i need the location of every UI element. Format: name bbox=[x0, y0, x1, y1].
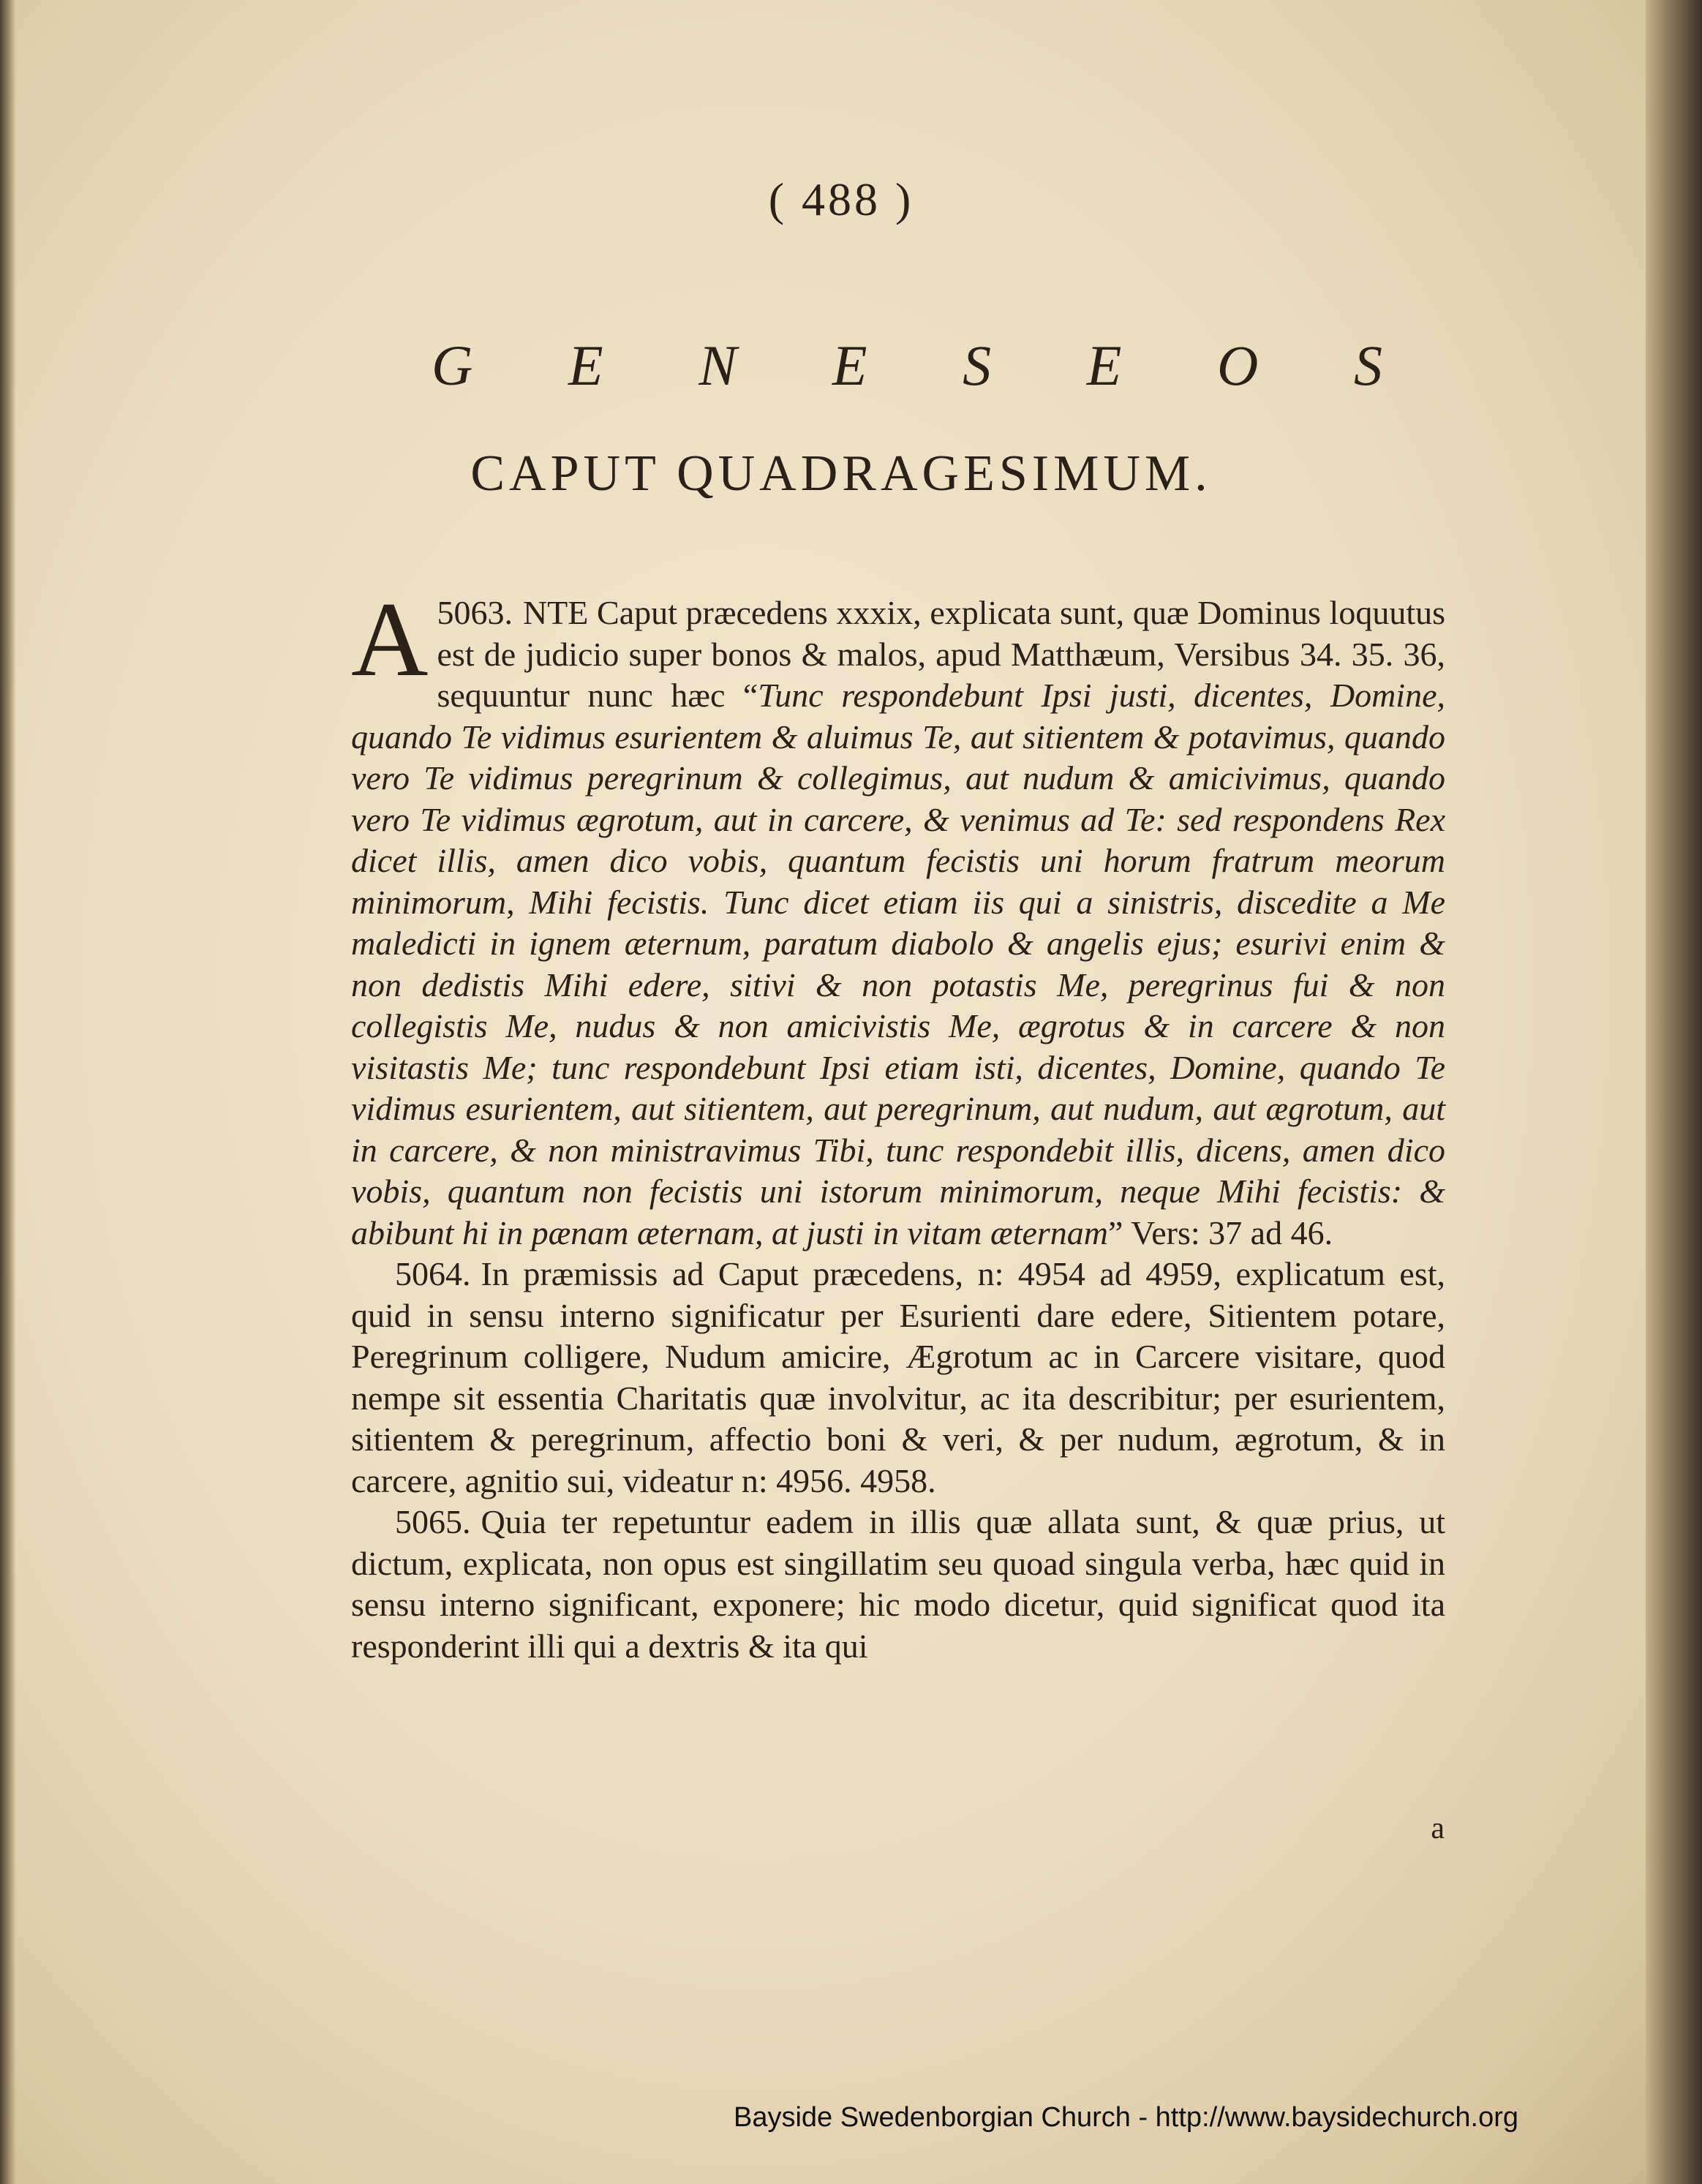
title-letter: S bbox=[1353, 334, 1382, 397]
paragraph-text: NTE Caput præcedens xxxix, explicata sunt, quæ Dominus loquutus est de judicio super bonos & malos, apud Matthæum, Versibus 34. 35. 36, sequuntur nunc hæc “ bbox=[437, 594, 1445, 714]
paragraph-number: 5065. bbox=[395, 1503, 471, 1540]
title-letter: E bbox=[1086, 334, 1122, 397]
paragraph-number: 5064. bbox=[395, 1255, 471, 1292]
title-letter: E bbox=[832, 334, 867, 397]
paragraph-5064 bbox=[351, 1254, 1445, 1502]
paragraph-text: In præmissis ad Caput præcedens, n: 4954 ad 4959, explicatum est, quid in sensu interno significatur per Esurienti dare edere, Sitientem potare, Peregrinum colligere, Nudum amicire, Ægrotum ac in Carcere visitare, quod nempe sit essentia Charitatis quæ involvitur, ac ita describitur; per esurientem, sitientem & peregrinum, affectio boni & veri, & per nudum, ægrotum, & in carcere, agnitio sui, videatur n: 4956. 4958. bbox=[351, 1255, 1445, 1499]
book-title bbox=[432, 333, 1382, 399]
page-number: ( 488 ) bbox=[768, 173, 914, 225]
title-letter: E bbox=[568, 334, 603, 397]
paragraph-number: 5063. bbox=[437, 594, 513, 631]
page-left-edge bbox=[0, 0, 16, 2184]
paragraph-text: Quia ter repetuntur eadem in illis quæ allata sunt, & quæ prius, ut dictum, explicata, non opus est singillatim seu quoad singula verba, hæc quid in sensu interno significant, exponere; hic modo dicetur, quid significat quod ita responderint illi qui a dextris & ita qui bbox=[351, 1503, 1445, 1665]
paragraph-text: ” Vers: 37 ad 46. bbox=[1108, 1213, 1333, 1251]
title-letter: O bbox=[1217, 334, 1259, 397]
chapter-heading: CAPUT QUADRAGESIMUM. bbox=[470, 445, 1212, 502]
title-letter: S bbox=[963, 334, 992, 397]
paragraph-5065 bbox=[351, 1502, 1445, 1667]
watermark-footer: Bayside Swedenborgian Church - http://www.baysidechurch.org bbox=[734, 2102, 1519, 2133]
catchword: a bbox=[1431, 1812, 1445, 1845]
title-letter: G bbox=[432, 334, 473, 397]
body-text bbox=[351, 580, 1445, 1667]
title-letter: N bbox=[699, 334, 737, 397]
paragraph-5063 bbox=[351, 580, 1445, 1254]
scripture-quote: Tunc respondebunt Ipsi justi, dicentes, Domine, quando Te vidimus esurientem & aluimus Te, aut sitientem & potavimus, quando vero Te vidimus peregrinum & collegimus, aut nudum & amicivimus, quando vero Te vidimus ægrotum, aut in carcere, & venimus ad Te: sed respondens Rex dicet illis, amen dico vobis, quantum fecistis uni horum fratrum meorum minimorum, Mihi fecistis. Tunc dicet etiam iis qui a sinistris, discedite a Me maledicti in ignem æternum, paratum diabolo & angelis ejus; esurivi enim & non dedistis Mihi edere, sitivi & non potastis Me, peregrinus fui & non collegistis Me, nudus & non amicivistis Me, ægrotus & in carcere & non visitastis Me; tunc respondebunt Ipsi etiam isti, dicentes, Domine, quando Te vidimus esurientem, aut sitientem, aut peregrinum, aut nudum, aut ægrotum, aut in carcere, & non ministravimus Tibi, tunc respondebit illis, dicens, amen dico vobis, quantum non fecistis uni istorum minimorum, neque Mihi fecistis: & abibunt hi in pænam æternam, at justi in vitam æternam bbox=[351, 677, 1445, 1251]
drop-cap: A bbox=[351, 580, 429, 698]
book-spine bbox=[1646, 0, 1702, 2184]
